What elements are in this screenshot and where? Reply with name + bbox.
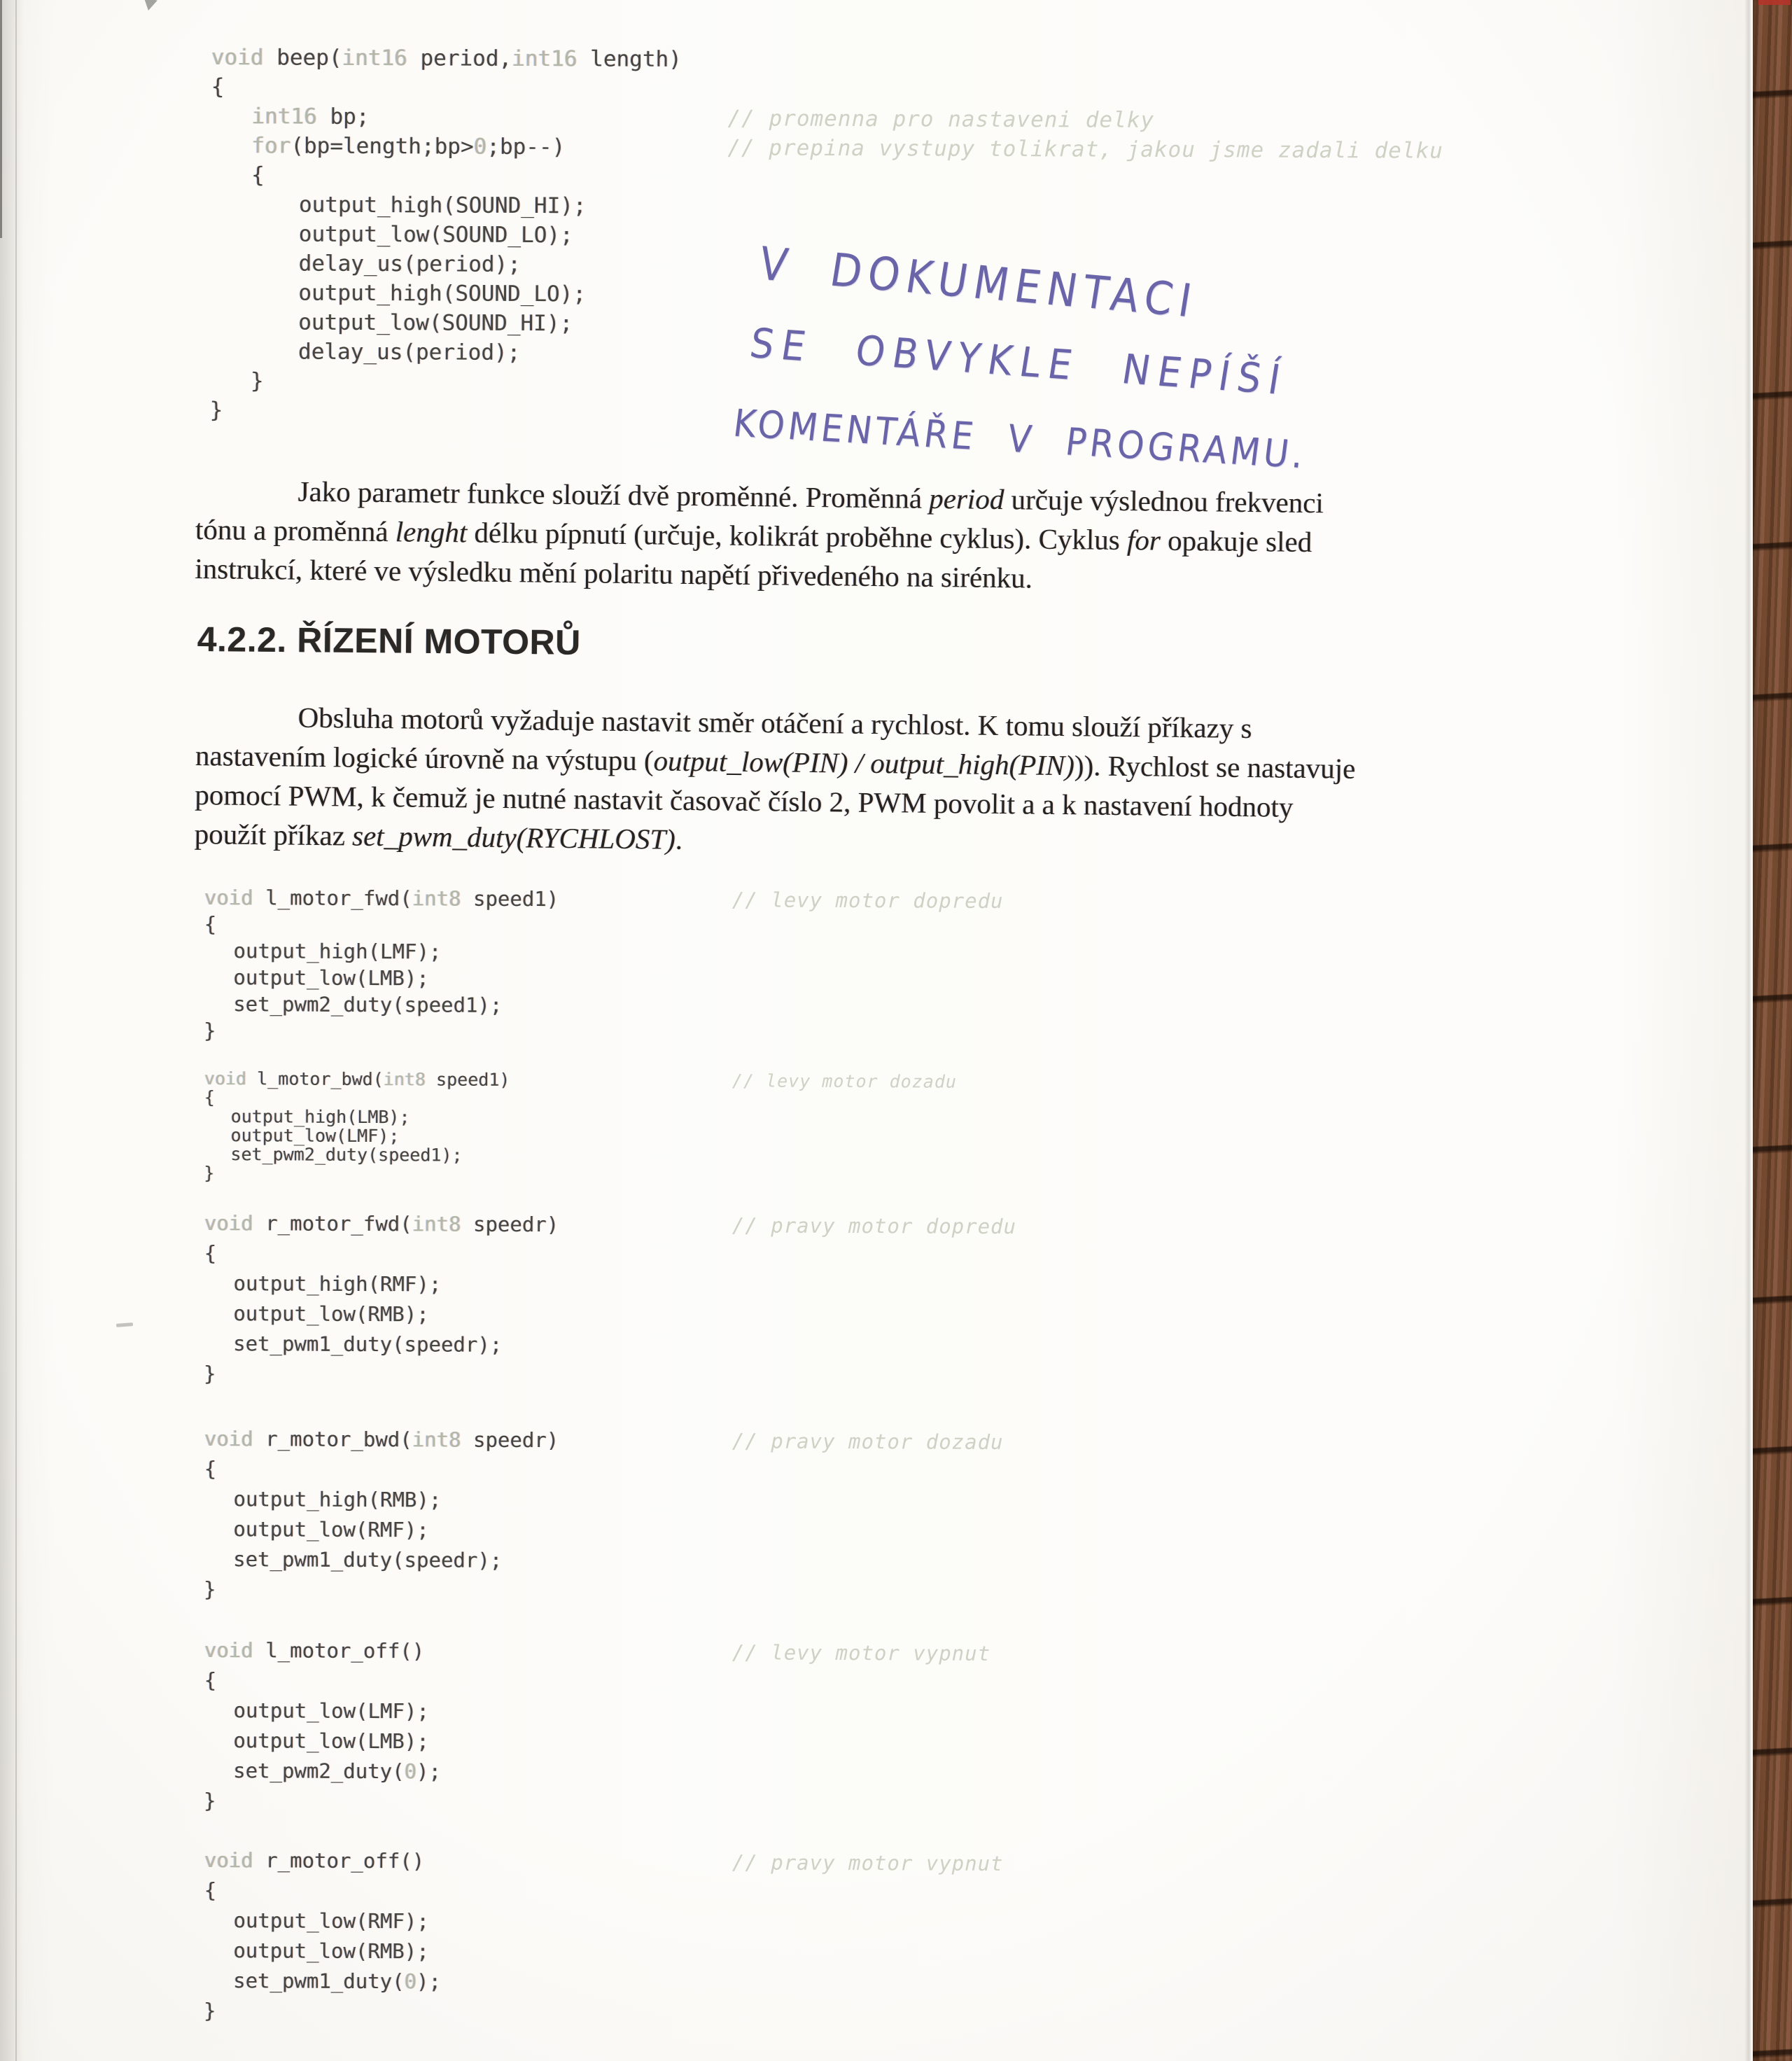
code-line: output_low(LMF); — [230, 1125, 400, 1147]
code-line: output_low(RMB); — [233, 1938, 429, 1964]
code-line: set_pwm2_duty(0); — [233, 1759, 442, 1784]
code-line: output_low(SOUND_LO); — [298, 221, 573, 249]
paragraph-function-parameters — [195, 470, 1617, 604]
code-line: set_pwm1_duty(0); — [233, 1969, 442, 1994]
code-line: int16 bp; // promenna pro nastaveni delky — [251, 104, 1155, 133]
code-comment: // pravy motor dozadu — [732, 1429, 1004, 1454]
margin-dash-mark — [116, 1322, 133, 1327]
code-comment: // prepina vystupy tolikrat, jakou jsme zadali delku — [727, 135, 1443, 164]
code-comment: // levy motor dozadu — [732, 1070, 958, 1092]
code-line: } — [204, 1018, 216, 1043]
code-line: set_pwm1_duty(speedr); — [233, 1332, 503, 1357]
code-comment: // pravy motor dopredu — [732, 1213, 1017, 1239]
paragraph-line: Jako parametr funkce slouží dvě proměnné. Proměnná period určuje výslednou frekvenci — [298, 475, 1324, 519]
code-line: } — [203, 1998, 216, 2023]
code-line: output_low(SOUND_HI); — [298, 309, 573, 337]
paragraph-line: Obsluha motorů vyžaduje nastavit směr otáčení a rychlost. K tomu slouží příkazy s — [298, 701, 1252, 745]
left-scan-shadow — [0, 0, 24, 2061]
code-comment: // pravy motor vypnut — [732, 1850, 1004, 1875]
paragraph-motor-control — [194, 697, 1616, 869]
code-line: output_low(RMF); — [233, 1908, 429, 1934]
code-line: { — [204, 1456, 217, 1481]
paragraph-line: instrukcí, které ve výsledku mění polaritu napětí přivedeného na sirénku. — [195, 552, 1033, 594]
code-line: } — [250, 368, 264, 394]
code-line: output_high(SOUND_HI); — [298, 192, 587, 219]
code-comment: // promenna pro nastaveni delky — [727, 106, 1155, 133]
code-line: output_low(RMB); — [233, 1301, 429, 1327]
paragraph-line: tónu a proměnná lenght délku pípnutí (určuje, kolikrát proběhne cyklus). Cyklus for opakuje sled — [195, 512, 1312, 559]
code-line: output_high(RMB); — [233, 1487, 442, 1512]
code-line: void beep(int16 period,int16 length) — [211, 45, 682, 72]
code-line: delay_us(period); — [298, 339, 521, 365]
handwritten-note-line-2: SE OBVYKLE NEPÍŠÍ — [746, 320, 1292, 405]
left-dark-edge — [0, 0, 2, 238]
code-line: output_high(RMF); — [233, 1271, 442, 1297]
paragraph-line: použít příkaz set_pwm_duty(RYCHLOST). — [194, 817, 683, 855]
handwritten-note-line-3: KOMENTÁŘE V PROGRAMU. — [731, 401, 1310, 477]
code-line: } — [203, 1361, 216, 1386]
code-line: output_high(LMB); — [230, 1106, 410, 1128]
code-line: { — [204, 1241, 217, 1266]
code-line: output_low(LMB); — [233, 1728, 429, 1754]
code-line: output_high(SOUND_LO); — [298, 280, 587, 307]
code-line: set_pwm2_duty(speed1); — [230, 1144, 463, 1166]
code-line: output_low(LMB); — [233, 965, 429, 991]
code-comment: // levy motor dopredu — [732, 888, 1004, 913]
code-line: output_high(LMF); — [233, 939, 442, 964]
code-line: void r_motor_off() // pravy motor vypnut — [204, 1848, 1004, 1875]
code-line: void r_motor_fwd(int8 speedr) // pravy motor dopredu — [204, 1211, 1017, 1239]
code-line: void r_motor_bwd(int8 speedr) // pravy motor dozadu — [204, 1427, 1004, 1454]
code-line: output_low(LMF); — [233, 1698, 429, 1724]
code-line: set_pwm1_duty(speedr); — [233, 1547, 503, 1572]
code-line: for(bp=length;bp>0;bp--) // prepina vystupy tolikrat, jakou jsme zadali delku — [251, 133, 1443, 164]
code-line: { — [204, 1087, 215, 1108]
section-heading: 4.2.2. ŘÍZENÍ MOTORŮ — [197, 619, 582, 662]
red-corner-mark — [1758, 0, 1791, 5]
code-line: } — [203, 1577, 216, 1602]
code-line: } — [203, 1788, 216, 1813]
pencil-arrow-mark — [141, 0, 158, 12]
paragraph-line: pomocí PWM, k čemuž je nutné nastavit časovač číslo 2, PWM povolit a a k nastavení hodnoty — [195, 778, 1294, 823]
code-line: void l_motor_bwd(int8 speed1) // levy motor dozadu — [204, 1068, 958, 1092]
code-comment: // levy motor vypnut — [732, 1640, 991, 1665]
code-line: delay_us(period); — [298, 251, 521, 277]
code-line: { — [204, 1668, 217, 1693]
handwritten-note-line-1: V DOKUMENTACI — [755, 237, 1202, 328]
code-line: { — [251, 162, 265, 188]
wood-table-edge — [1753, 0, 1792, 2061]
code-line: } — [209, 397, 223, 424]
code-line: output_low(RMF); — [233, 1517, 429, 1542]
code-line: { — [211, 74, 225, 100]
left-page-edge-line — [15, 0, 17, 2061]
paragraph-line: nastavením logické úrovně na výstupu (output_low(PIN) / output_high(PIN))). Rychlost se nastavuje — [195, 739, 1356, 785]
code-line: void l_motor_fwd(int8 speed1) // levy motor dopredu — [204, 886, 1004, 913]
code-line: { — [204, 1878, 217, 1903]
code-line: set_pwm2_duty(speed1); — [233, 992, 503, 1017]
code-line: { — [204, 911, 217, 937]
code-line: void l_motor_off() // levy motor vypnut — [204, 1638, 991, 1665]
code-line: } — [204, 1162, 215, 1184]
